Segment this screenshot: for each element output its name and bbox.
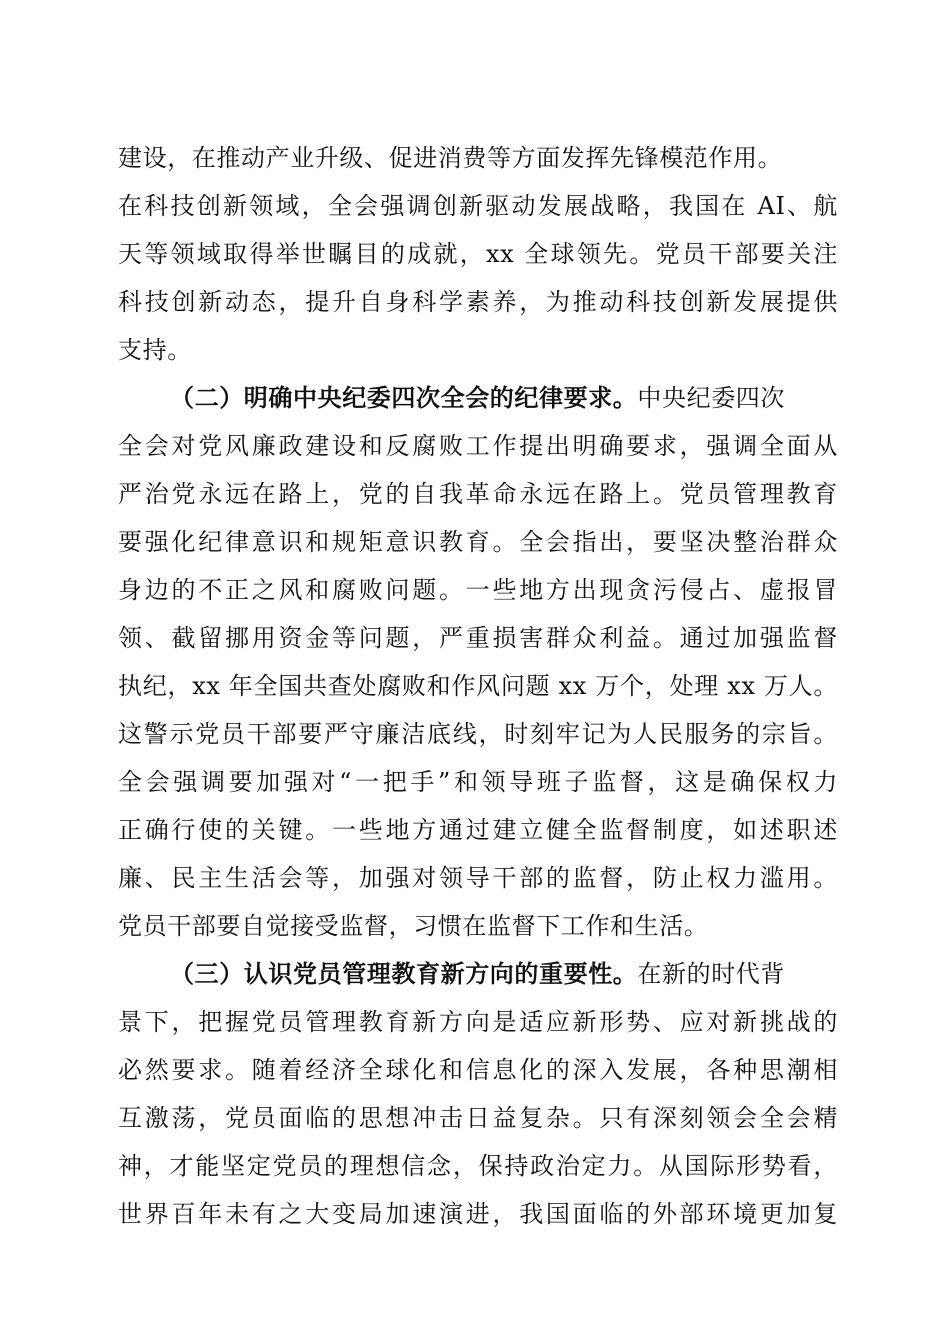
paragraph-first-line: [170, 376, 838, 420]
text-line: 党员干部要自觉接受监督，习惯在监督下工作和生活。: [118, 912, 709, 940]
text-line: 廉、民主生活会等，加强对领导干部的监督，防止权力滥用。: [118, 864, 838, 892]
text-line: 全会强调要加强对“一把手”和领导班子监督，这是确保权力: [118, 768, 838, 796]
text-line: 这警示党员干部要严守廉洁底线，时刻牢记为人民服务的宗旨。: [118, 720, 838, 748]
text-line: 世界百年未有之大变局加速演进，我国面临的外部环境更加复: [118, 1200, 838, 1228]
text-line: 科技创新动态，提升自身科学素养，为推动科技创新发展提供: [118, 288, 838, 316]
text-span: 中央纪委四次: [637, 384, 786, 412]
text-line: 要强化纪律意识和规矩意识教育。全会指出，要坚决整治群众: [118, 528, 838, 556]
text-line: 景下，把握党员管理教育新方向是适应新形势、应对新挑战的: [118, 1008, 838, 1036]
text-line: 互激荡，党员面临的思想冲击日益复杂。只有深刻领会全会精: [118, 1104, 838, 1132]
text-line: 身边的不正之风和腐败问题。一些地方出现贪污侵占、虚报冒: [118, 576, 838, 604]
text-line: 正确行使的关键。一些地方通过建立健全监督制度，如述职述: [118, 816, 838, 844]
text-line: 神，才能坚定党员的理想信念，保持政治定力。从国际形势看，: [118, 1152, 838, 1180]
text-line: 支持。: [118, 336, 192, 364]
text-line: 全会对党风廉政建设和反腐败工作提出明确要求，强调全面从: [118, 432, 838, 460]
text-line: 严治党永远在路上，党的自我革命永远在路上。党员管理教育: [118, 480, 838, 508]
text-line: 执纪，xx 年全国共查处腐败和作风问题 xx 万个，处理 xx 万人。: [118, 672, 838, 700]
text-line: 必然要求。随着经济全球化和信息化的深入发展，各种思潮相: [118, 1056, 838, 1084]
text-line: 领、截留挪用资金等问题，严重损害群众利益。通过加强监督: [118, 624, 838, 652]
paragraph-first-line: [170, 952, 838, 996]
text-line: 天等领域取得举世瞩目的成就，xx 全球领先。党员干部要关注: [118, 240, 838, 268]
section-heading-2: （二）明确中央纪委四次全会的纪律要求。: [170, 383, 638, 412]
section-heading-3: （三）认识党员管理教育新方向的重要性。: [170, 959, 638, 988]
text-line: 建设，在推动产业升级、促进消费等方面发挥先锋模范作用。: [118, 144, 783, 172]
text-line: 在科技创新领域，全会强调创新驱动发展战略，我国在 AI、航: [118, 192, 838, 220]
text-span: 在新的时代背: [637, 960, 786, 988]
